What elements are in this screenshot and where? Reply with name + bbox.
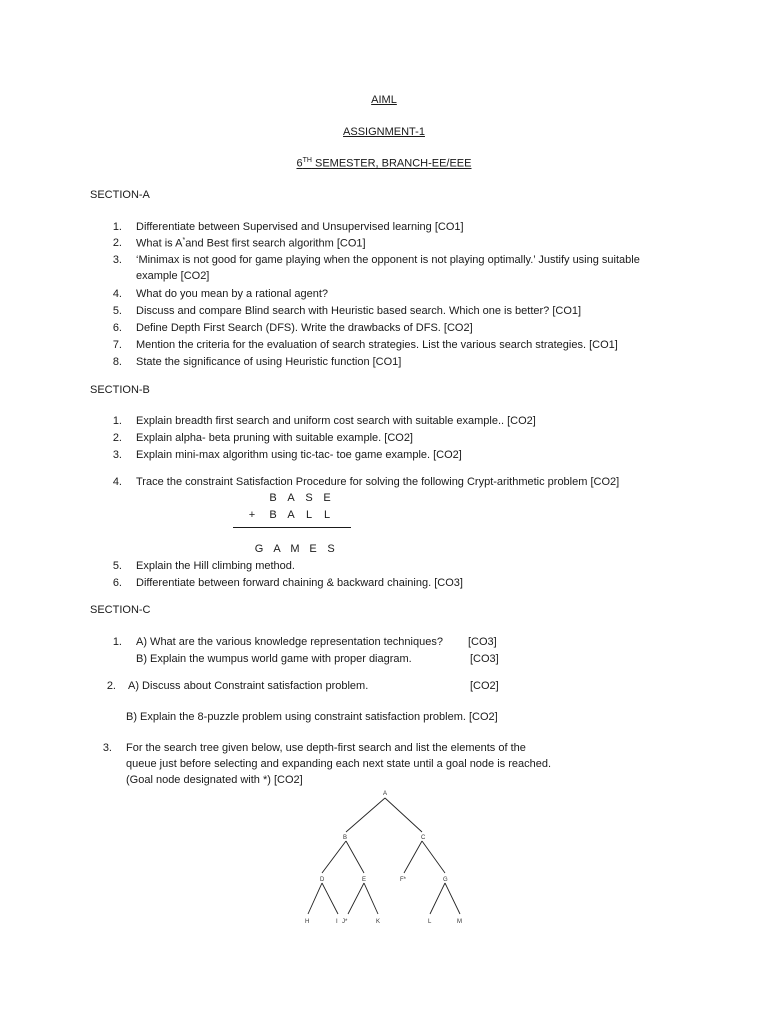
question-text: For the search tree given below, use depth-first search and list the elements of the xyxy=(126,742,526,754)
tree-node-i: I xyxy=(336,919,338,925)
puzzle-letter: B xyxy=(269,509,277,521)
course-outcome-tag: [CO3] xyxy=(468,636,497,648)
tree-edge xyxy=(322,883,338,914)
puzzle-letter: E xyxy=(323,492,331,504)
tree-edge xyxy=(308,883,322,914)
tree-node-e: E xyxy=(362,877,367,883)
tree-edge xyxy=(322,841,346,873)
tree-edge xyxy=(385,798,422,832)
section-c-heading: SECTION-C xyxy=(90,604,151,616)
course-outcome-tag: [CO2] xyxy=(470,680,499,692)
puzzle-letter: S xyxy=(327,543,335,555)
list-item: State the significance of using Heuristic function [CO1] xyxy=(136,356,402,368)
list-item: Explain mini-max algorithm using tic-tac- toe game example. [CO2] xyxy=(136,449,462,461)
list-item-number: 1. xyxy=(112,221,122,233)
list-item: Differentiate between Supervised and Unsupervised learning [CO1] xyxy=(136,221,464,233)
tree-node-b: B xyxy=(343,835,348,841)
puzzle-letter: G xyxy=(254,543,264,555)
puzzle-letter: S xyxy=(305,492,313,504)
doc-title: AIML xyxy=(371,94,397,106)
list-item-number: 3. xyxy=(112,254,122,266)
puzzle-row-1 xyxy=(264,492,336,504)
list-item-number: 3. xyxy=(112,449,122,461)
list-item-number: 2. xyxy=(112,237,122,249)
list-item-number: 8. xyxy=(112,356,122,368)
list-item: Mention the criteria for the evaluation of search strategies. List the various search strategies. [CO1] xyxy=(136,339,618,351)
list-item: Explain alpha- beta pruning with suitable example. [CO2] xyxy=(136,432,413,444)
puzzle-letter: A xyxy=(273,543,281,555)
question-part-b: B) Explain the wumpus world game with proper diagram. xyxy=(136,653,412,665)
assignment-title: ASSIGNMENT-1 xyxy=(343,126,425,138)
list-item-number: 3. xyxy=(102,742,112,754)
question-part-a: A) What are the various knowledge representation techniques? xyxy=(136,636,443,648)
list-item-number: 4. xyxy=(112,288,122,300)
puzzle-letter: M xyxy=(290,543,300,555)
section-a-heading: SECTION-A xyxy=(90,189,150,201)
list-item: Define Depth First Search (DFS). Write the drawbacks of DFS. [CO2] xyxy=(136,322,473,334)
puzzle-letter: A xyxy=(287,492,295,504)
list-item-text: and Best first search algorithm [CO1] xyxy=(185,237,366,250)
tree-node-a: A xyxy=(383,791,388,797)
list-item: Explain the Hill climbing method. xyxy=(136,560,295,572)
puzzle-sum-line xyxy=(233,527,351,528)
tree-edges xyxy=(308,798,460,914)
asterisk-sup: * xyxy=(182,237,186,244)
puzzle-letter: A xyxy=(287,509,295,521)
semester-rest: SEMESTER, BRANCH-EE/EEE xyxy=(311,157,472,170)
list-item-continuation: example [CO2] xyxy=(136,270,210,282)
tree-node-c: C xyxy=(421,835,426,841)
list-item: ‘Minimax is not good for game playing when the opponent is not playing optimally.’ Justify using suitable xyxy=(136,254,640,266)
tree-edge xyxy=(430,883,445,914)
tree-edge xyxy=(346,798,385,832)
list-item-number: 7. xyxy=(112,339,122,351)
tree-node-f-goal: F* xyxy=(400,877,406,883)
list-item-number: 6. xyxy=(112,577,122,589)
list-item: What do you mean by a rational agent? xyxy=(136,288,329,300)
list-item-number: 5. xyxy=(112,305,122,317)
list-item-number: 2. xyxy=(112,432,122,444)
list-item: Trace the constraint Satisfaction Procedure for solving the following Crypt-arithmetic problem [CO2] xyxy=(136,476,620,488)
tree-edge xyxy=(348,883,364,914)
tree-node-m: M xyxy=(457,919,462,925)
tree-node-d: D xyxy=(320,877,325,883)
tree-node-l: L xyxy=(428,919,432,925)
semester-prefix: 6 xyxy=(296,157,303,170)
list-item-number: 4. xyxy=(112,476,122,488)
list-item-number: 5. xyxy=(112,560,122,572)
tree-edge xyxy=(445,883,460,914)
puzzle-letter: B xyxy=(269,492,277,504)
course-outcome-tag: [CO3] xyxy=(470,653,499,665)
semester-line xyxy=(0,157,768,170)
list-item xyxy=(136,237,366,250)
list-item-number: 2. xyxy=(106,680,116,692)
tree-node-k: K xyxy=(376,919,381,925)
tree-node-g: G xyxy=(443,877,448,883)
list-item: Differentiate between forward chaining & backward chaining. [CO3] xyxy=(136,577,463,589)
semester-sup: TH xyxy=(302,157,312,164)
search-tree-diagram xyxy=(300,786,480,926)
question-part-b: B) Explain the 8-puzzle problem using constraint satisfaction problem. [CO2] xyxy=(126,711,498,723)
puzzle-plus: + xyxy=(248,509,256,521)
tree-node-h: H xyxy=(305,919,310,925)
tree-node-j-goal: J* xyxy=(342,919,348,925)
list-item-text: What is A xyxy=(136,237,183,250)
question-text: (Goal node designated with *) [CO2] xyxy=(126,774,303,786)
tree-edge xyxy=(364,883,378,914)
puzzle-row-2 xyxy=(240,509,336,521)
question-text: queue just before selecting and expanding each next state until a goal node is reached. xyxy=(126,758,552,770)
list-item-number: 6. xyxy=(112,322,122,334)
puzzle-letter: E xyxy=(309,543,317,555)
puzzle-letter: L xyxy=(305,509,313,521)
list-item-number: 1. xyxy=(112,415,122,427)
tree-edge xyxy=(422,841,445,873)
question-part-a: A) Discuss about Constraint satisfaction problem. xyxy=(128,680,369,692)
puzzle-letter: L xyxy=(323,509,331,521)
tree-edge xyxy=(346,841,364,873)
tree-edge xyxy=(404,841,422,873)
tree-labels xyxy=(305,791,462,925)
puzzle-row-3 xyxy=(250,543,340,555)
list-item: Discuss and compare Blind search with Heuristic based search. Which one is better? [CO1] xyxy=(136,305,582,317)
list-item-number: 1. xyxy=(112,636,122,648)
section-b-heading: SECTION-B xyxy=(90,384,150,396)
list-item: Explain breadth first search and uniform cost search with suitable example.. [CO2] xyxy=(136,415,536,427)
